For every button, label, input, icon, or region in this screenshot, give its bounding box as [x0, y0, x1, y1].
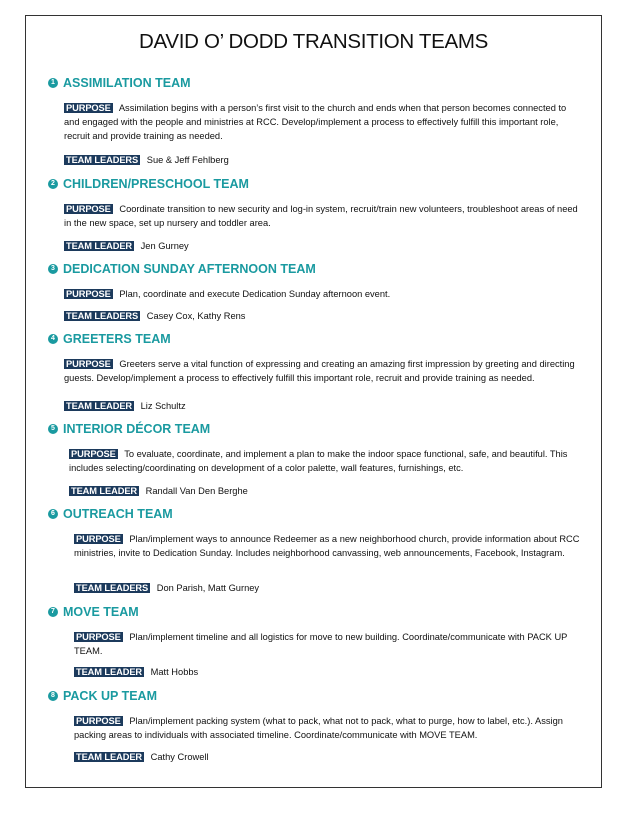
purpose-label: PURPOSE	[76, 534, 121, 544]
number-badge-icon: 7	[48, 607, 58, 617]
team-heading	[48, 689, 157, 703]
purpose-label: PURPOSE	[76, 716, 121, 726]
purpose-label: PURPOSE	[66, 204, 111, 214]
team-name: PACK UP TEAM	[63, 689, 157, 703]
team-name: ASSIMILATION TEAM	[63, 76, 191, 90]
team-heading	[48, 422, 210, 436]
team-purpose	[74, 714, 581, 742]
leader-label: TEAM LEADERS	[76, 583, 149, 593]
leader-names: Casey Cox, Kathy Rens	[146, 311, 246, 321]
team-leaders	[64, 153, 229, 167]
purpose-label: PURPOSE	[66, 289, 111, 299]
purpose-text: Greeters serve a vital function of expressing and creating an amazing first impression by greeting and directing guests. Develop/implement a process to effectively fulfill this important role, recruit and provide training as needed.	[64, 359, 575, 383]
purpose-label: PURPOSE	[76, 632, 121, 642]
team-name: DEDICATION SUNDAY AFTERNOON TEAM	[63, 262, 316, 276]
leader-label: TEAM LEADER	[76, 752, 143, 762]
number-badge-icon: 2	[48, 179, 58, 189]
team-purpose	[69, 447, 581, 475]
purpose-text: Plan/implement packing system (what to pack, what not to pack, what to purge, how to label, etc.). Assign packing areas to individuals with associated timeline. Coordinate/communicate with MOVE TEAM.	[74, 716, 563, 740]
number-badge-icon: 8	[48, 691, 58, 701]
number-badge-icon: 5	[48, 424, 58, 434]
team-purpose	[74, 630, 581, 658]
team-leaders	[74, 750, 209, 764]
number-badge-icon: 6	[48, 509, 58, 519]
leader-label: TEAM LEADER	[66, 241, 133, 251]
leader-names: Liz Schultz	[140, 401, 186, 411]
team-name: CHILDREN/PRESCHOOL TEAM	[63, 177, 249, 191]
purpose-text: To evaluate, coordinate, and implement a plan to make the indoor space functional, safe, and beautiful. This includes selecting/coordinating on development of a color palette, wall features, furnishings, etc.	[69, 449, 568, 473]
team-purpose	[64, 287, 581, 301]
leader-label: TEAM LEADERS	[66, 311, 139, 321]
team-name: GREETERS TEAM	[63, 332, 171, 346]
team-leaders	[64, 399, 186, 413]
team-purpose	[74, 532, 581, 560]
purpose-text: Coordinate transition to new security and log-in system, recruit/train new volunteers, troubleshoot areas of need in the new space, set up nursery and toddler area.	[64, 204, 578, 228]
purpose-label: PURPOSE	[66, 359, 111, 369]
team-leaders	[64, 239, 189, 253]
team-name: OUTREACH TEAM	[63, 507, 173, 521]
document-page	[25, 15, 602, 788]
leader-label: TEAM LEADER	[66, 401, 133, 411]
team-heading	[48, 76, 191, 90]
leader-names: Cathy Crowell	[150, 752, 209, 762]
team-leaders	[74, 665, 198, 679]
leader-label: TEAM LEADERS	[66, 155, 139, 165]
leader-label: TEAM LEADER	[71, 486, 138, 496]
leader-names: Matt Hobbs	[150, 667, 199, 677]
team-heading	[48, 332, 171, 346]
team-leaders	[64, 309, 245, 323]
team-heading	[48, 507, 173, 521]
team-leaders	[74, 581, 259, 595]
team-heading	[48, 262, 316, 276]
leader-label: TEAM LEADER	[76, 667, 143, 677]
purpose-text: Plan, coordinate and execute Dedication Sunday afternoon event.	[119, 289, 391, 299]
team-leaders	[69, 484, 248, 498]
team-purpose	[64, 101, 581, 143]
purpose-text: Assimilation begins with a person’s first visit to the church and ends when that person becomes connected to and engaged with the people and ministries at RCC. Develop/implement a process to effectively fulfill this important role, recruit and provide training as needed.	[64, 103, 567, 141]
leader-names: Jen Gurney	[140, 241, 189, 251]
team-purpose	[64, 202, 581, 230]
number-badge-icon: 3	[48, 264, 58, 274]
leader-names: Sue & Jeff Fehlberg	[146, 155, 229, 165]
purpose-text: Plan/implement ways to announce Redeemer as a new neighborhood church, provide information about RCC ministries, invite to Dedication Sunday. Includes neighborhood canvassing, web announcements, Facebook, Instagram.	[74, 534, 580, 558]
page-title: DAVID O’ DODD TRANSITION TEAMS	[138, 30, 489, 53]
purpose-label: PURPOSE	[71, 449, 116, 459]
team-purpose	[64, 357, 581, 385]
team-name: MOVE TEAM	[63, 605, 139, 619]
team-heading	[48, 605, 139, 619]
team-name: INTERIOR DÉCOR TEAM	[63, 422, 211, 436]
number-badge-icon: 1	[48, 78, 58, 88]
leader-names: Don Parish, Matt Gurney	[156, 583, 260, 593]
number-badge-icon: 4	[48, 334, 58, 344]
purpose-text: Plan/implement timeline and all logistics for move to new building. Coordinate/communicate with PACK UP TEAM.	[74, 632, 568, 656]
team-heading	[48, 177, 249, 191]
purpose-label: PURPOSE	[66, 103, 111, 113]
leader-names: Randall Van Den Berghe	[145, 486, 248, 496]
